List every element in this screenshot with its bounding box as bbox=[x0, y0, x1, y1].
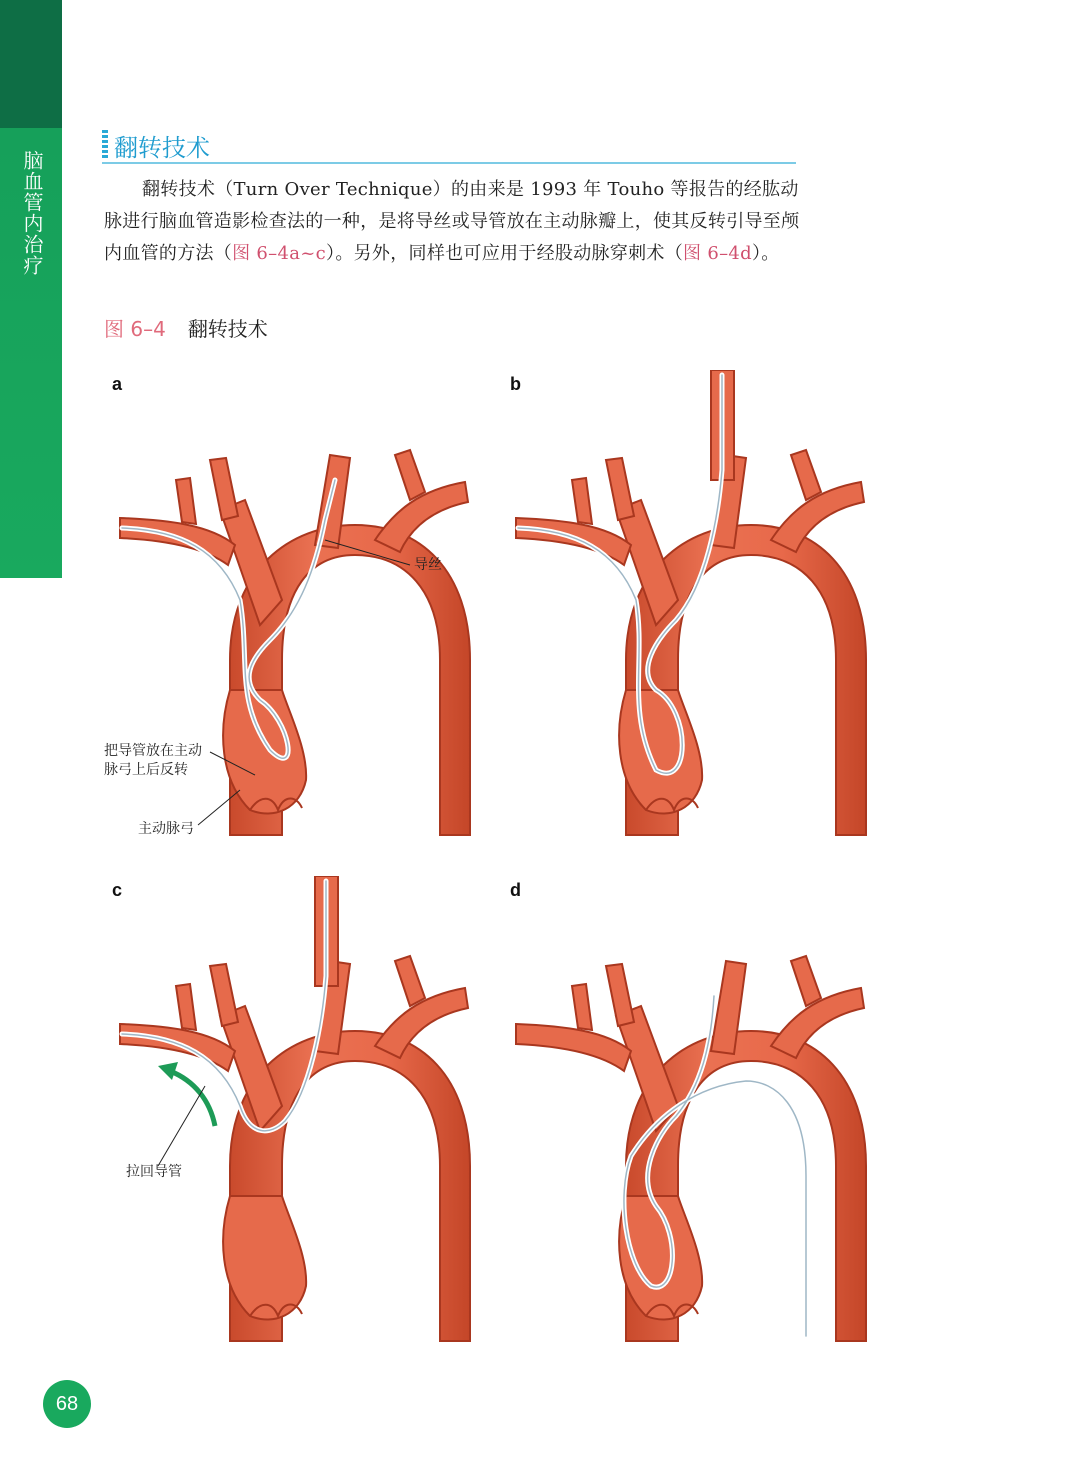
figure-reference-d[interactable]: 图 6–4d bbox=[683, 243, 752, 264]
paragraph-text-1: 翻转技术（Turn Over Technique）的由来是 1993 年 Touho 等报告的经肱动脉进行脑血管造影检查法的一种，是将导丝或导管放在主动脉瓣上，使其反转引导至颅内血管的方法（ bbox=[104, 179, 800, 264]
panel-c-illustration bbox=[110, 876, 490, 1346]
paragraph-text-3: ）。 bbox=[751, 243, 780, 264]
panel-d-illustration bbox=[506, 876, 886, 1346]
label-aortic-arch: 主动脉弓 bbox=[138, 821, 194, 837]
panel-letter-a: a bbox=[112, 374, 123, 394]
panel-b-illustration bbox=[506, 370, 886, 840]
section-title: 翻转技术 bbox=[114, 134, 210, 162]
panel-letter-b: b bbox=[510, 374, 521, 394]
figure-number: 图 6–4 bbox=[104, 317, 166, 341]
section-heading bbox=[102, 130, 796, 164]
body-paragraph bbox=[104, 174, 804, 270]
chapter-side-tab bbox=[0, 0, 62, 578]
figure-caption bbox=[104, 313, 268, 342]
chapter-tab-label: 脑血管内治疗 bbox=[20, 150, 44, 276]
figure-title: 翻转技术 bbox=[187, 317, 268, 341]
label-guidewire: 导丝 bbox=[414, 557, 442, 573]
panel-letter-d: d bbox=[510, 880, 521, 900]
heading-marker bbox=[102, 130, 108, 158]
label-pull-back: 拉回导管 bbox=[126, 1164, 182, 1180]
label-turn-over: 把导管放在主动 脉弓上后反转 bbox=[104, 743, 202, 778]
paragraph-text-2: ）。另外，同样也可应用于经股动脉穿刺术（ bbox=[326, 243, 684, 264]
figure-reference-abc[interactable]: 图 6–4a~c bbox=[232, 243, 327, 264]
heading-underline bbox=[102, 162, 796, 164]
page-number: 68 bbox=[43, 1380, 91, 1428]
panel-letter-c: c bbox=[112, 880, 123, 900]
